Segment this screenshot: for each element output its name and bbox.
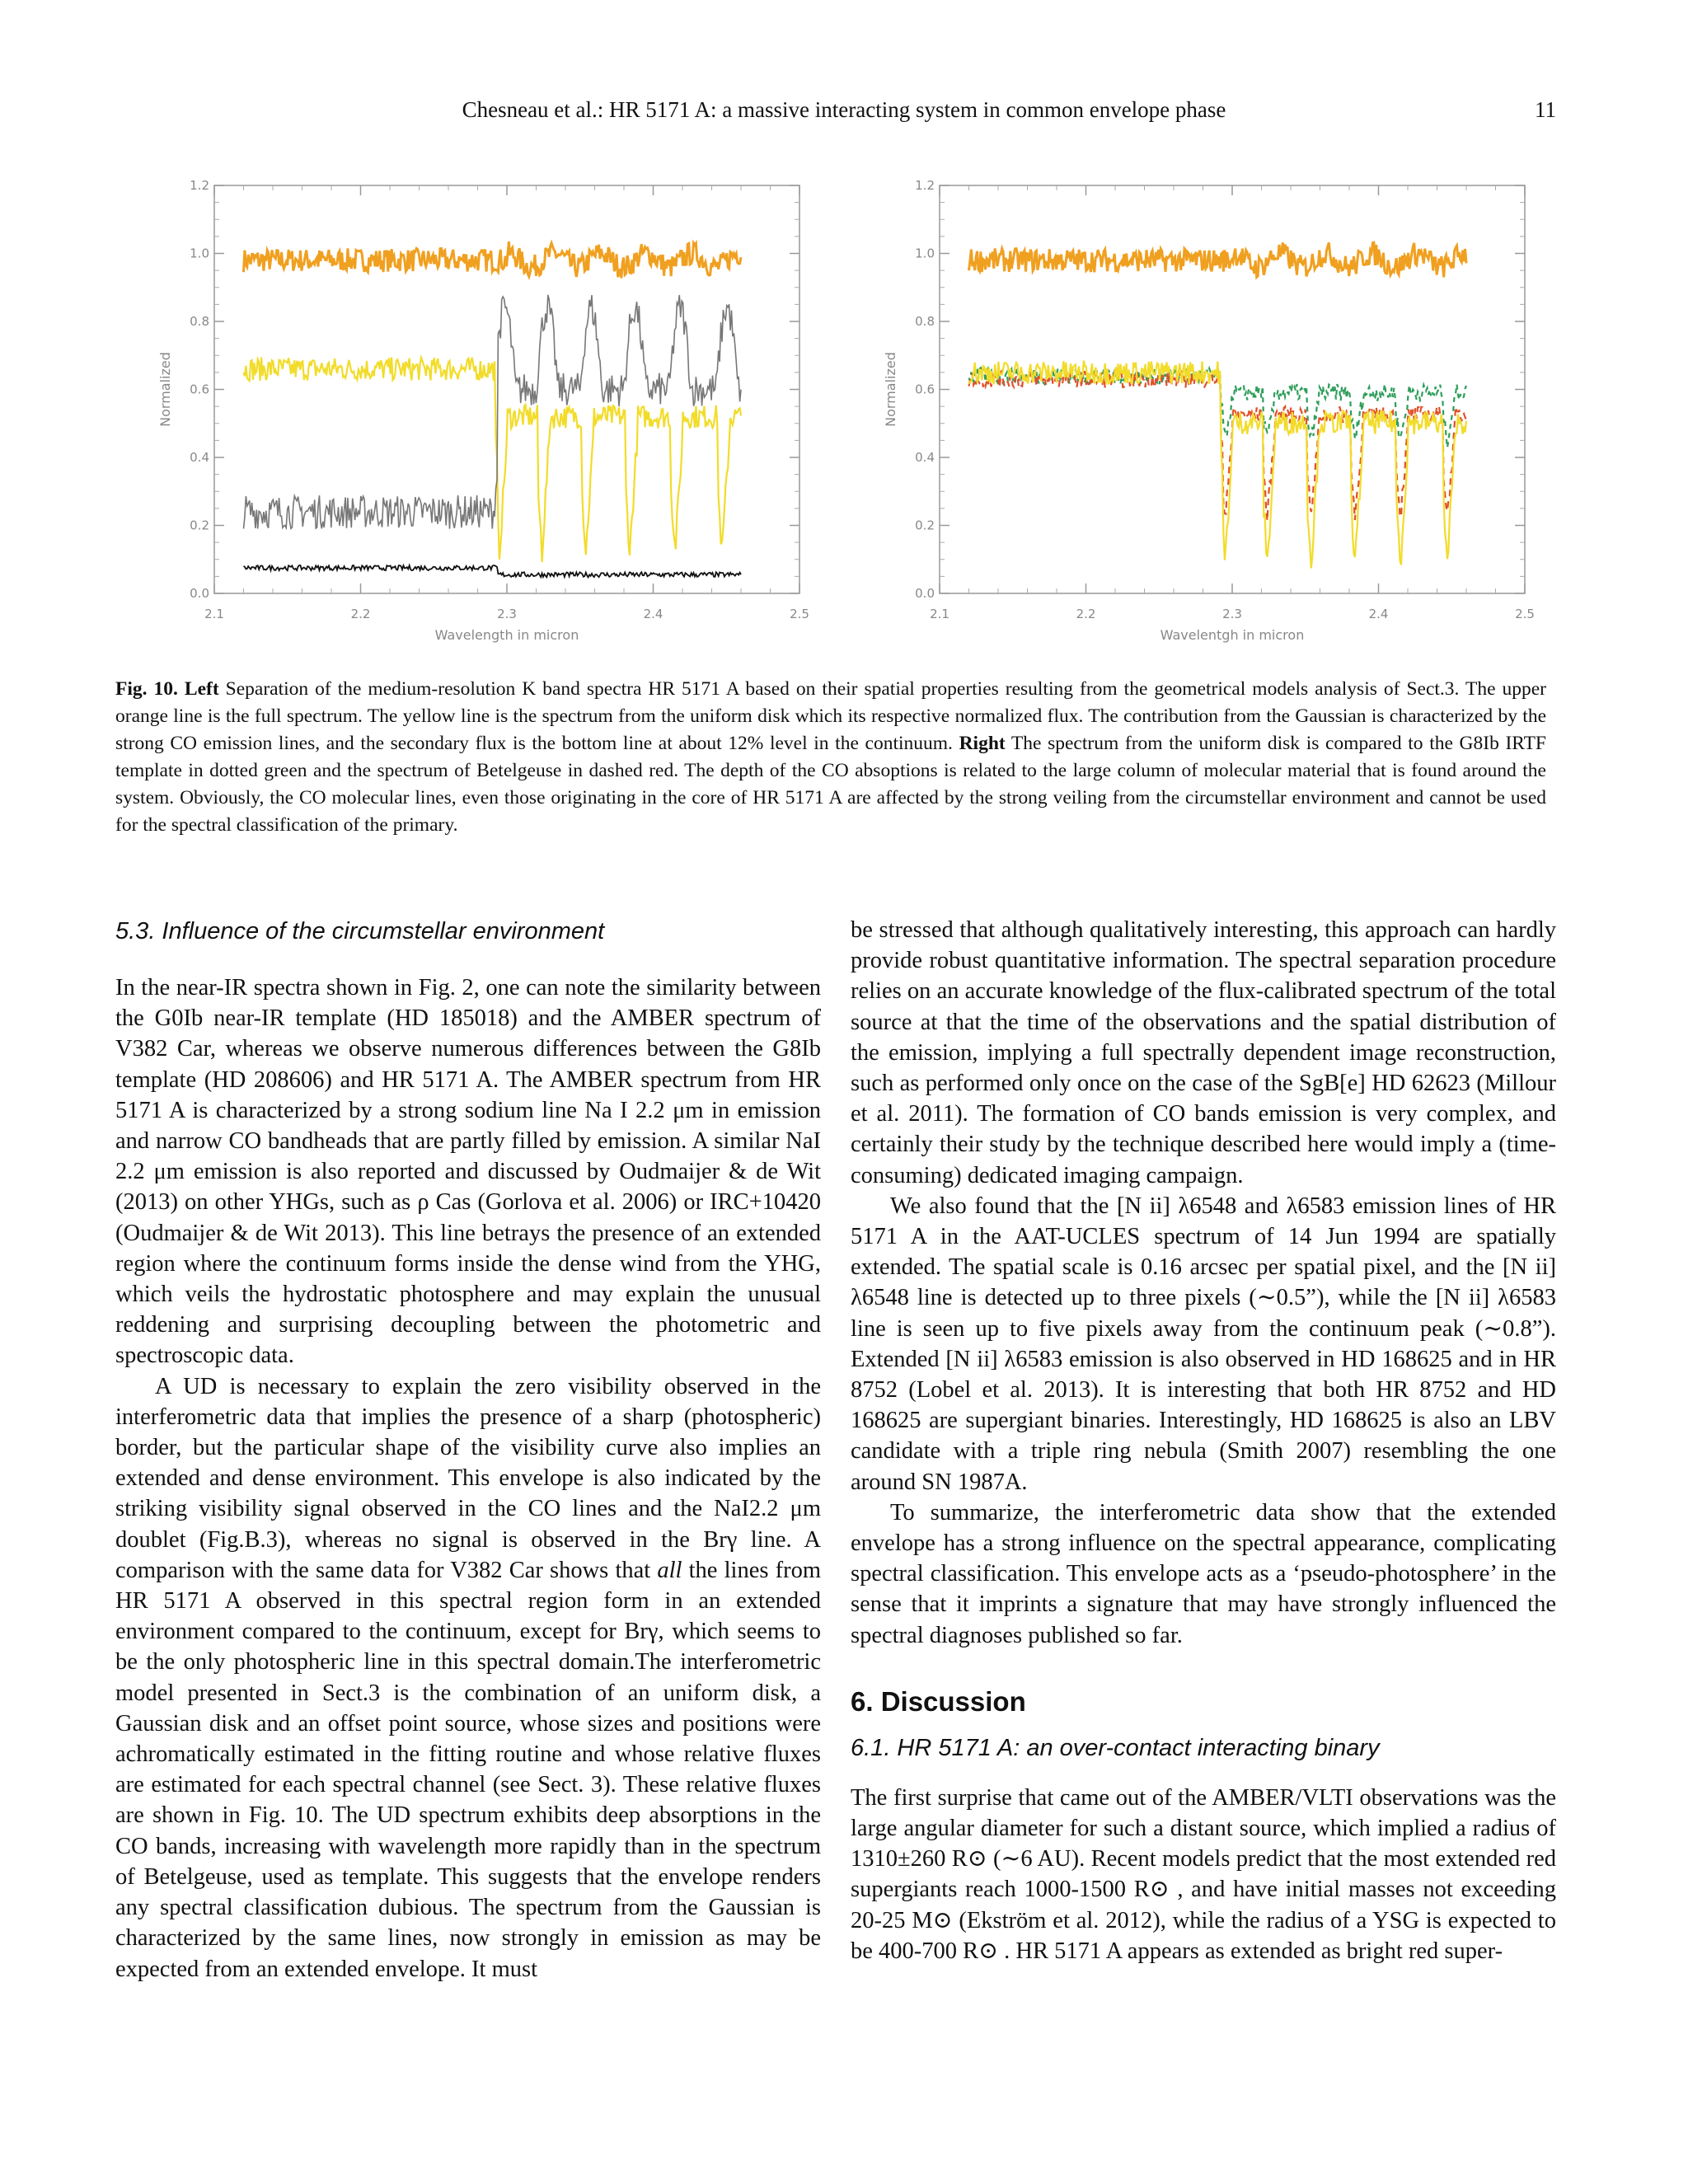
- left-ylabel: Normalized: [157, 352, 173, 427]
- paragraph: In the near-IR spectra shown in Fig. 2, one can note the similarity between the G0Ib near-IR template (HD 185018) and the AMBER spectrum of V382 Car, whereas we observe numerous differences between the G8Ib template (HD 208606) and HR 5171 A. The AMBER spectrum from HR 5171 A is characterized by a strong sodium line Na I 2.2 μm in emission and narrow CO bandheads that are partly filled by emission. A similar NaI 2.2 μm emission is also reported and discussed by Oudmaijer & de Wit (2013) on other YHGs, such as ρ Cas (Gorlova et al. 2006) or IRC+10420 (Oudmaijer & de Wit 2013). This line betrays the presence of an extended region where the continuum forms inside the dense wind from the YHG, which veils the hydrostatic photosphere and may explain the unusual reddening and surprising decoupling between the photometric and spectroscopic data.: [115, 975, 821, 1369]
- right-xtick-label: 2.2: [1076, 607, 1096, 621]
- figure-10-plots: [148, 169, 1550, 663]
- right-ytick-label: 0.2: [915, 518, 935, 533]
- left-ytick-label: 0.8: [190, 314, 209, 329]
- right-ytick-label: 0.0: [915, 586, 935, 601]
- section-6-heading: 6. Discussion: [851, 1685, 1026, 1717]
- left-ytick-label: 0.0: [190, 586, 209, 601]
- right-xlabel: Wavelentgh in micron: [1160, 627, 1305, 643]
- right-column: [851, 915, 1556, 1966]
- caption-label: Fig. 10.: [115, 678, 178, 700]
- figure-10: [148, 169, 1550, 663]
- left-ytick-label: 0.4: [190, 450, 209, 465]
- left-series-gaussian: [244, 295, 742, 529]
- paragraph: be stressed that although qualitatively interesting, this approach can hardly provide robust quantitative information. The spectral separation procedure relies on an accurate knowledge of the flux-calibrated spectrum of the total source at that the time of the observations and the spatial distribution of the emission, implying a full spectrally dependent image reconstruction, such as performed only once on the case of the SgB[e] HD 62623 (Millour et al. 2011). The formation of CO bands emission is very complex, and certainly their study by the technique described here would imply a (time-consuming) dedicated imaging campaign.: [851, 917, 1556, 1188]
- left-xtick-label: 2.4: [643, 607, 663, 621]
- left-xtick-label: 2.3: [497, 607, 517, 621]
- caption-text-1: Separation of the medium-resolution K band spectra HR 5171 A based on their spatial properties resulting from the geometrical models analysis of Sect.3. The upper orange line is the full spectrum. The yellow line is the spectrum from the uniform disk which its respective normalized flux. The contribution from the Gaussian is characterized by the strong CO emission lines, and the secondary flux is the bottom line at about 12% level in the continuum.: [115, 678, 1547, 754]
- emphasis: all: [657, 1557, 682, 1583]
- paragraph-part: the lines from HR 5171 A observed in this spectral region form in an extended environment compared to the continuum, except for Brγ, which seems to be the only photospheric line in this spectral domain.The interferometric model presented in Sect.3 is the combination of an uniform disk, a Gaussian disk and an offset point source, whose sizes and positions were achromatically estimated in the fitting routine and whose relative fluxes are estimated for each spectral channel (see Sect. 3). These relative fluxes are shown in Fig. 10. The UD spectrum exhibits deep absorptions in the CO bands, increasing with wavelength more rapidly than in the spectrum of Betelgeuse, used as template. This suggests that the envelope renders any spectral classification dubious. The spectrum from the Gaussian is characterized by the same lines, now strongly in emission as may be expected from an extended envelope. It must: [115, 1557, 821, 1982]
- right-ytick-label: 1.0: [915, 246, 935, 261]
- left-ytick-label: 1.2: [190, 178, 209, 193]
- left-ytick-label: 0.2: [190, 518, 209, 533]
- page-number: 11: [1535, 97, 1556, 122]
- paragraph: We also found that the [N ii] λ6548 and λ6583 emission lines of HR 5171 A in the AAT-UCLES spectrum of 14 Jun 1994 are spatially extended. The spatial scale is 0.16 arcsec per spatial pixel, and the [N ii] λ6548 line is detected up to three pixels (∼0.5”), while the [N ii] λ6583 line is seen up to five pixels away from the continuum peak (∼0.8”). Extended [N ii] λ6583 emission is also observed in HD 168625 and in HR 8752 (Lobel et al. 2013). It is interesting that both HR 8752 and HD 168625 are supergiant binaries. Interestingly, HD 168625 is also an LBV candidate with a triple ring nebula (Smith 2007) resembling the one around SN 1987A.: [851, 1193, 1556, 1495]
- caption-right-label: Right: [959, 733, 1006, 754]
- caption-left-label: Left: [184, 678, 219, 700]
- right-ytick-label: 0.8: [915, 314, 935, 329]
- left-xlabel: Wavelength in micron: [434, 627, 579, 643]
- subsection-5-3-heading: 5.3. Influence of the circumstellar environment: [115, 918, 605, 944]
- figure-caption: [115, 676, 1546, 839]
- right-plot-frame: [940, 185, 1525, 593]
- right-series-full-spectrum: [969, 242, 1467, 277]
- right-ytick-label: 0.4: [915, 450, 935, 465]
- paragraph: To summarize, the interferometric data show that the extended envelope has a strong influence on the spectral appearance, complicating spectral classification. This envelope acts as a ‘pseudo-photosphere’ in the sense that it imprints a signature that may have strongly influenced the spectral diagnoses published so far.: [851, 1499, 1556, 1648]
- right-xtick-label: 2.4: [1368, 607, 1389, 621]
- left-series-secondary-flux: [244, 565, 742, 577]
- right-ytick-label: 1.2: [915, 178, 935, 193]
- running-title: Chesneau et al.: HR 5171 A: a massive interacting system in common envelope phase: [462, 97, 1226, 122]
- left-xtick-label: 2.2: [350, 607, 371, 621]
- right-series-uniform-disk: [969, 361, 1467, 569]
- left-series-full-spectrum: [244, 241, 742, 278]
- paragraph-part: A UD is necessary to explain the zero visibility observed in the interferometric data that implies the presence of a sharp (photospheric) border, but the particular shape of the visibility curve also implies an extended and dense environment. This envelope is also indicated by the striking visibility signal observed in the CO lines and the NaI2.2 μm doublet (Fig.B.3), whereas no signal is observed in the Brγ line. A comparison with the same data for V382 Car shows that: [115, 1373, 821, 1583]
- left-column: [115, 915, 821, 1985]
- caption-text-2: The spectrum from the uniform disk is compared to the G8Ib IRTF template in dotted green and the spectrum of Betelgeuse in dashed red. The depth of the CO absoptions is related to the large column of molecular material that is found around the system. Obviously, the CO molecular lines, even those originating in the core of HR 5171 A are affected by the strong veiling from the circumstellar environment and cannot be used for the spectral classification of the primary.: [115, 733, 1546, 836]
- paragraph: [115, 1371, 821, 1985]
- running-header: [0, 97, 1688, 130]
- right-ytick-label: 0.6: [915, 382, 935, 397]
- left-xtick-label: 2.1: [204, 607, 224, 621]
- right-xtick-label: 2.3: [1222, 607, 1242, 621]
- right-xtick-label: 2.1: [930, 607, 950, 621]
- left-ytick-label: 1.0: [190, 246, 209, 261]
- subsection-6-1-heading: 6.1. HR 5171 A: an over-contact interacting binary: [851, 1734, 1380, 1761]
- right-ylabel: Normalized: [883, 352, 898, 427]
- left-xtick-label: 2.5: [790, 607, 809, 621]
- left-ytick-label: 0.6: [190, 382, 209, 397]
- right-xtick-label: 2.5: [1515, 607, 1535, 621]
- paragraph: The first surprise that came out of the AMBER/VLTI observations was the large angular diameter for such a distant source, which implied a radius of 1310±260 R⊙ (∼6 AU). Recent models predict that the most extended red supergiants reach 1000-1500 R⊙ , and have initial masses not exceeding 20-25 M⊙ (Ekström et al. 2012), while the radius of a YSG is expected to be 400-700 R⊙ . HR 5171 A appears as extended as bright red super-: [851, 1784, 1556, 1964]
